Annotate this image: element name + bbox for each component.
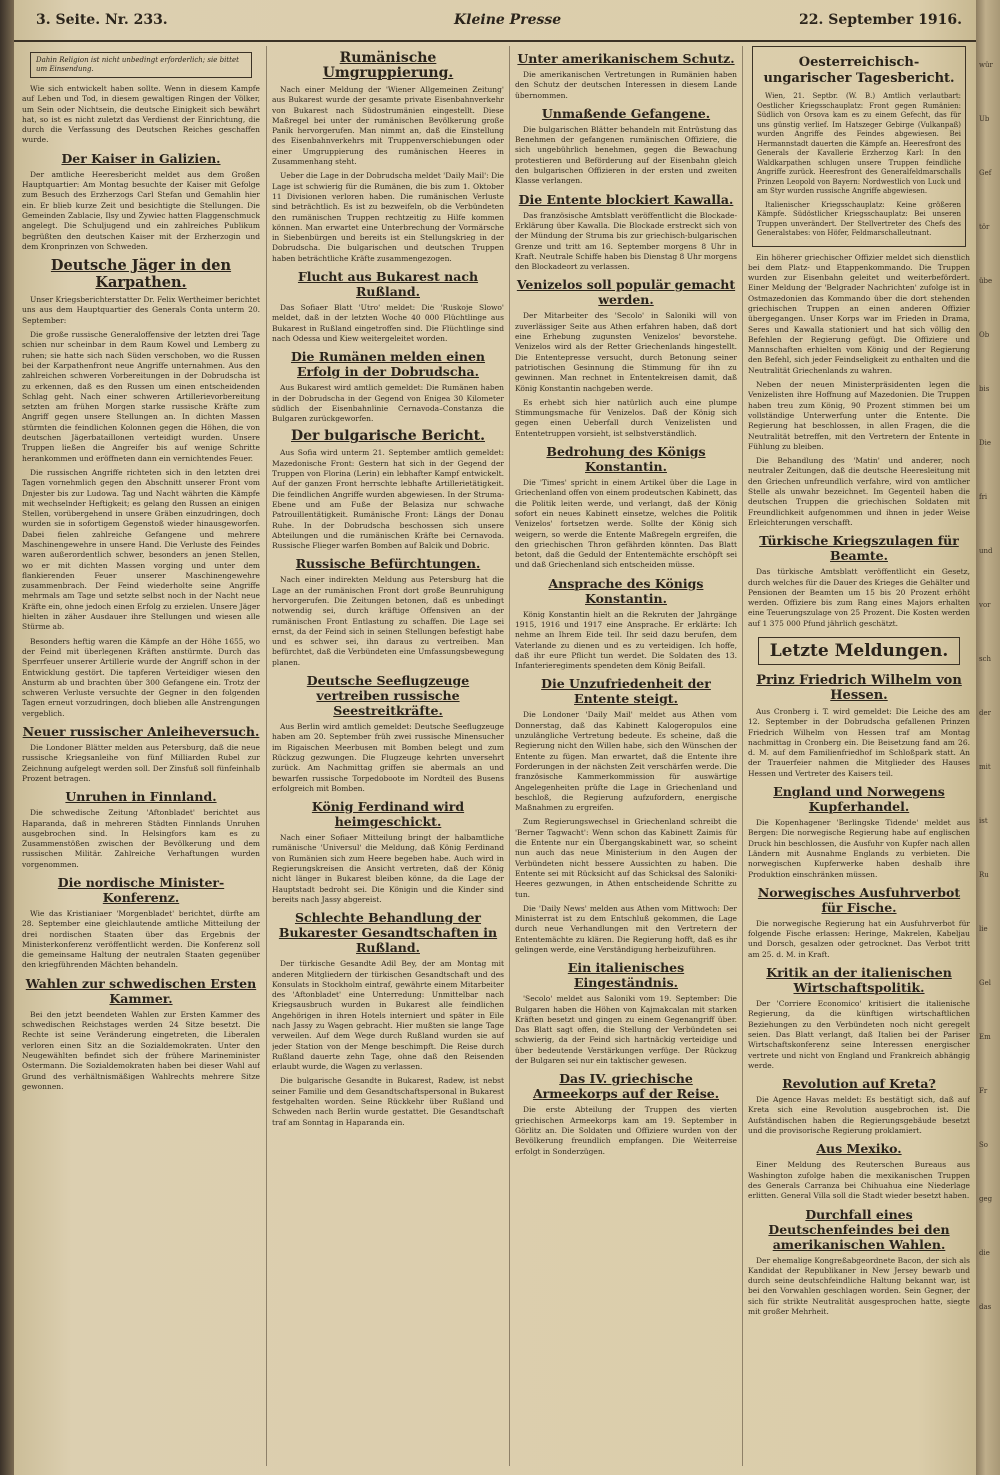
article-text: Aus Cronberg i. T. wird gemeldet: Die Leiche des am 12. September in der Dobrudscha gefallenen Prinzen Friedrich Wilhelm von Hessen traf am Montag nachmittag in Cronberg ein. Die Beisetzung fand am 26. d. M. auf dem Familienfriedhof im Schloßpark statt. An der Trauerfeier nahmen die Mitglieder des Hauses Hessen und Vertreter des Kaisers teil. xyxy=(748,707,970,778)
headline: Neuer russischer Anleiheversuch. xyxy=(22,724,260,740)
latest-news-header: Letzte Meldungen. xyxy=(758,637,960,665)
edge-fragment: geg xyxy=(979,1195,993,1203)
edge-fragment: lie xyxy=(979,925,988,933)
headline: Ansprache des Königs Konstantin. xyxy=(548,575,704,606)
headline: Prinz Friedrich Wilhelm von Hessen. xyxy=(756,673,962,703)
article-text: Besonders heftig waren die Kämpfe an der Höhe 1655, wo der Feind mit überlegenen Kräften anstürmte. Durch das Sperrfeuer unserer Artillerie wurde der Angriff schon in der Entwicklung gestört. Die tapferen Verteidiger wiesen den Ansturm ab und brachten über 300 Gefangene ein. Trotz der schweren Verluste versuchte der Gegner in den folgenden Tagen erneut vorzudringen, doch blieben alle Anstrengungen vergeblich. xyxy=(22,636,260,718)
article-text: Wien, 21. Septbr. (W. B.) Amtlich verlautbart: Oestlicher Kriegsschauplatz: Front gegen Rumänien: Südlich von Orsova kam es zu einem Gefecht, das für uns günstig verlief. Im Hatszeger Gebirge (Vulkanpaß) wurden Angriffe des Feindes abgewiesen. Bei Hermannstadt dauerten die Kämpfe an. Heeresfront des Generals der Kavallerie Erzherzog Karl: In den Waldkarpathen schlugen unsere Truppen feindliche Angriffe zurück. Heeresfront des Generalfeldmarschalls Prinzen Leopold von Bayern: Nordwestlich von Luck und am Styr wurden russische Angriffe abgewiesen. xyxy=(757,92,961,195)
article-text: Nach einer Meldung der 'Wiener Allgemeinen Zeitung' aus Bukarest wurde der gesamte private Eisenbahnverkehr von Bukarest nach Südostrumänien eingestellt. Diese Maßregel bei unter der rumänischen Bevölkerung große Panik hervorgerufen. Man nimmt an, daß die Einstellung des Eisenbahnverkehrs mit Truppenverschiebungen oder einer Umgruppierung des rumänischen Heeres in Zusammenhang steht. xyxy=(272,85,504,167)
article-text: Die 'Times' spricht in einem Artikel über die Lage in Griechenland offen von einem prodeutschen Kabinett, das die Politik leiten werde, und verlangt, daß der König sofort ein neues Kabinett einsetze, welches die Politik Venizelos' fortsetzen werde. Sollte der König sich weigern, so werde die Entente Maßregeln ergreifen, die den griechischen Thron gefährden könnten. Das Blatt betont, daß die Geduld der Ententemächte erschöpft sei und daß Griechenland sich entscheiden müsse. xyxy=(515,478,737,570)
column-2 xyxy=(272,46,504,1466)
edge-fragment: und xyxy=(979,547,993,555)
edge-fragment: sch xyxy=(979,655,992,663)
headline: Das IV. griechische Armeekorps auf der Reise. xyxy=(532,1071,720,1102)
page-number: 3. Seite. Nr. 233. xyxy=(36,12,168,28)
edge-fragment: Ru xyxy=(979,871,989,879)
headline: Kritik an der italienischen Wirtschaftspolitik. xyxy=(766,965,952,996)
headline: Die Unzufriedenheit der Entente steigt. xyxy=(541,676,711,707)
edge-fragment: Fr xyxy=(979,1087,988,1095)
article-text: Das französische Amtsblatt veröffentlicht die Blockade-Erklärung über Kawalla. Die Blockade erstreckt sich von der Mündung der Struma bis zur griechisch-bulgarischen Grenze und tritt am 16. September morgens 8 Uhr in Kraft. Neutrale Schiffe haben bis Dienstag 8 Uhr morgens den Blockadeort zu verlassen. xyxy=(515,210,737,272)
headline: Deutsche Seeflugzeuge vertreiben russische Seestreitkräfte. xyxy=(306,673,470,719)
headline: Russische Befürchtungen. xyxy=(295,556,481,572)
article-text: Das Sofiaer Blatt 'Utro' meldet: Die 'Ruskoje Slowo' meldet, daß in der letzten Woche 40 000 Flüchtlinge aus Bukarest in Rußland eingetroffen sind. Die Flüchtlinge sind nach Odessa und Kiew weitergeleitet worden. xyxy=(272,303,504,343)
headline: Die nordische Minister-Konferenz. xyxy=(57,875,225,905)
headline: Unruhen in Finnland. xyxy=(65,789,217,805)
edge-fragment: übe xyxy=(979,277,993,285)
article-text: König Konstantin hielt an die Rekruten der Jahrgänge 1915, 1916 und 1917 eine Ansprache. Er erklärte: Ich nehme an Ihrem Eide teil. Ihr seid dazu berufen, dem Vaterlande zu dienen und es zu verteidigen. Ich hoffe, daß ihr eure Pflicht tun werdet. Die Soldaten des 13. Infanterieregiments spendeten dem König Beifall. xyxy=(515,609,737,671)
article-text: Der amtliche Heeresbericht meldet aus dem Großen Hauptquartier: Am Montag besuchte der Kaiser mit Gefolge zum Besuch des Erzherzogs Carl Stefan und Gemahlin hier ein. Er blieb kurze Zeit und besichtigte die Stellungen. Die Gemeinden Zablacie, Ilsy und Zywiec hatten Flaggenschmuck angelegt. Die Schuljugend und ein zahlreiches Publikum begrüßten den deutschen Kaiser mit der Erzherzogin und dem Kronprinzen von Schweden. xyxy=(22,169,260,251)
article-text: Aus Berlin wird amtlich gemeldet: Deutsche Seeflugzeuge haben am 20. September früh zwei russische Minensucher im Rigaischen Meerbusen mit Bomben belegt und zum Rückzug gezwungen. Die Flugzeuge kehrten unversehrt zurück. Am Nachmittag griffen sie abermals an und bewarfen russische Torpedoboote im Nordteil des Busens erfolgreich mit Bomben. xyxy=(272,722,504,793)
headline: Unter amerikanischem Schutz. xyxy=(517,51,735,66)
headline: Der Kaiser in Galizien. xyxy=(61,150,221,166)
article-text: Die bulgarische Gesandte in Bukarest, Radew, ist nebst seiner Familie und dem Gesandtschaftspersonal in Bukarest festgehalten worden. Seine Rückkehr über Rußland und Schweden nach Berlin wurde gestattet. Die Gesandtschaft traf am Sonntag in Haparanda ein. xyxy=(272,1076,504,1127)
article-text: Unser Kriegsberichterstatter Dr. Felix Wertheimer berichtet uns aus dem Hauptquartier des Generals Conta unterm 20. September: xyxy=(22,295,260,325)
article-text: Der türkische Gesandte Adil Bey, der am Montag mit anderen Mitgliedern der türkischen Gesandtschaft und des Konsulats in Stockholm eintraf, gewährte einem Mitarbeiter des 'Aftonbladet' eine Unterredung: Unmittelbar nach Kriegsausbruch wurden in Bukarest alle feindlichen Angehörigen in ihren Hotels interniert und später in Eile nach Jassy zu Wagen gebracht. Hier mußten sie lange Tage verweilen. Auf dem Wege durch Rußland wurden sie auf jeder Station von der Menge beschimpft. Die Reise durch Rußland dauerte zehn Tage, ohne daß den Reisenden erlaubt wurde, die Wagen zu verlassen. xyxy=(272,959,504,1072)
edge-fragment: So xyxy=(979,1141,989,1149)
headline: Schlechte Behandlung der Bukarester Gesandtschaften in Rußland. xyxy=(278,910,498,956)
headline: Wahlen zur schwedischen Ersten Kammer. xyxy=(25,975,257,1006)
edge-fragment: Ob xyxy=(979,331,990,339)
column-rule xyxy=(266,46,267,1466)
article-text: Neben der neuen Ministerpräsidenten legen die Venizelisten ihre Hoffnung auf Mazedonien. Die Truppen haben treu zum König, 90 Prozent stimmen bei um vollständige Unterwerfung unter die Entente. Die Regierung hat beschlossen, in allen Fragen, die die Neutralität betreffen, mit den Vertretern der Entente in Fühlung zu bleiben. xyxy=(748,380,970,451)
editorial-notice: Dahin Religion ist nicht unbedingt erforderlich; sie bittet um Einsendung. xyxy=(30,52,252,78)
article-text: Ueber die Lage in der Dobrudscha meldet 'Daily Mail': Die Lage ist schwierig für die Rumänen, die bis zum 1. Oktober 11 Divisionen verloren haben. Die rumänischen Verluste sind beträchtlich. Es ist zu bezweifeln, ob die Verbündeten den rumänischen Truppen rechtzeitig zu Hilfe kommen können. Man erwartet eine Unterbrechung der Vormärsche in Siebenbürgen und bereits ist ein Stellungskrieg in der Dobrudscha. Die bulgarischen und deutschen Truppen haben beträchtliche Kräfte zusammengezogen. xyxy=(272,171,504,263)
article-text: Aus Sofia wird unterm 21. September amtlich gemeldet: Mazedonische Front: Gestern hat sich in der Gegend der Truppen von Florina (Lerin) ein lebhafter Kampf entwickelt. Auf der ganzen Front herrschte lebhafte Artillerietätigkeit. Die feindlichen Angriffe wurden abgewiesen. In der Struma-Ebene und am Fuße der Belasiza nur schwache Patrouillentätigkeit. Rumänische Front: Längs der Donau Ruhe. In der Dobrudscha beschossen sich unsere Abteilungen und die rumänischen Kräfte bei Cernavoda. Russische Flieger warfen Bomben auf Balcik und Dobric. xyxy=(272,448,504,551)
edge-fragment: fri xyxy=(979,493,988,501)
headline: Aus Mexiko. xyxy=(816,1141,902,1157)
headline: Türkische Kriegszulagen für Beamte. xyxy=(759,533,959,564)
article-text: Aus Bukarest wird amtlich gemeldet: Die Rumänen haben in der Dobrudscha in der Gegend von Enigea 30 Kilometer südlich der Eisenbahnlinie Cernavoda–Constanza die Bulgaren zurückgeworfen. xyxy=(272,383,504,424)
headline: Bedrohung des Königs Konstantin. xyxy=(546,444,706,475)
column-rule xyxy=(742,46,743,1466)
article-text: Der Mitarbeiter des 'Secolo' in Saloniki will von zuverlässiger Seite aus Athen erfahren haben, daß dort eine Erhebung zugunsten Venizelos' bevorstehe. Venizelos wird als der Retter Griechenlands hingestellt. Die Ententepresse versucht, durch Betonung seiner patriotischen Gesinnung die Stimmung für ihn zu gewinnen. Man rechnet in Ententekreisen damit, daß König Konstantin nachgeben werde. xyxy=(515,311,737,393)
left-page-edge xyxy=(0,0,14,1475)
edge-fragment: Gef xyxy=(979,169,992,177)
article-text: Der 'Corriere Economico' kritisiert die italienische Regierung, da die künftigen wirtschaftlichen Beziehungen zu den Verbündeten noch nicht geregelt seien. Das Blatt verlangt, daß Italien bei der Pariser Wirtschaftskonferenz seine Interessen energischer vertrete und nicht von England und Frankreich abhängig werde. xyxy=(748,999,970,1070)
article-text: Italienischer Kriegsschauplatz: Keine größeren Kämpfe. Südöstlicher Kriegsschauplatz: Bei unseren Truppen unverändert. Der Stellvertreter des Chefs des Generalstabes: von Höfer, Feldmarschalleutnant. xyxy=(757,200,961,237)
headline: Norwegisches Ausfuhrverbot für Fische. xyxy=(757,884,961,915)
headline: Unmaßende Gefangene. xyxy=(541,105,711,121)
column-rule xyxy=(509,46,510,1466)
article-text: Wie das Kristianiaer 'Morgenbladet' berichtet, dürfte am 28. September eine gleichlautende amtliche Mitteilung der drei nordischen Staaten über das Ergebnis der Ministerkonferenz veröffentlicht werden. Die Konferenz soll die gemeinsame Haltung der neutralen Staaten gegenüber den kriegführenden Mächten behandeln. xyxy=(22,909,260,970)
article-text: Bei den jetzt beendeten Wahlen zur Ersten Kammer des schwedischen Reichstages werden 24 Sitze besetzt. Die Rechte ist seine Veränderung eingetreten, die Liberalen verloren einen Sitz an die Sozialdemokraten. Unter den Neugewählten befindet sich der frühere Marineminister Ostermann. Die Sozialdemokraten haben bei dieser Wahl auf Grund des verhältnismäßigen Wahlrechts mehrere Sitze gewonnen. xyxy=(22,1009,260,1091)
edge-fragment: wür xyxy=(979,61,993,69)
headline: Oesterreichisch-ungarischer Tagesbericht. xyxy=(763,55,955,86)
headline: Die Entente blockiert Kawalla. xyxy=(518,191,734,207)
column-1 xyxy=(22,46,260,1466)
article-text: Die bulgarischen Blätter behandeln mit Entrüstung das Benehmen der gefangenen rumänischen Offiziere, die sich ungebührlich benehmen, gegen die Bewachung protestieren und Beförderung auf der Eisenbahn gleich den bulgarischen Offizieren in der ersten und zweiten Klasse verlangen. xyxy=(515,124,737,186)
article-text: Nach einer indirekten Meldung aus Petersburg hat die Lage an der rumänischen Front dort große Beunruhigung hervorgerufen. Die Zeitungen betonen, daß es unbedingt notwendig sei, durch kräftige Offensiven an der rumänischen Front Entlastung zu schaffen. Die Lage sei ernst, da der Feind sich in seinen Stellungen befestigt habe und es schwer sei, ihn daraus zu vertreiben. Man befürchtet, daß die Verbündeten eine Umfassungsbewegung planen. xyxy=(272,575,504,667)
article-text: 'Secolo' meldet aus Saloniki vom 19. September: Die Bulgaren haben die Höhen von Kajmakcalan mit starken Kräften besetzt und gingen zu einem Gegenangriff über. Das Blatt sagt offen, die Stellung der Verbündeten sei schwierig, da der Feind sich hartnäckig verteidige und über bedeutende Verstärkungen verfüge. Der Rückzug der Bulgaren sei nur ein taktischer gewesen. xyxy=(515,994,737,1066)
edge-fragment: Die xyxy=(979,439,991,447)
newspaper-title: Kleine Presse xyxy=(454,12,562,28)
issue-date: 22. September 1916. xyxy=(798,12,962,28)
article-text: Die große russische Generaloffensive der letzten drei Tage schien nur scheinbar in dem Raum Kowel und Lemberg zu ruhen; sie hatte sich nach Süden verschoben, wo die Russen bei der Karpathenfront neue Angriffe unternahmen. Aus den zahlreichen schweren Vorbereitungen in der Dobrudscha ist zu erkennen, daß es den Russen um einen entscheidenden Schlag geht. Nach einer schweren Artillerievorbereitung setzten am frühen Morgen starke russische Kräfte zum Angriff gegen unsere Stellungen an. In dichten Massen stürmten die feindlichen Kolonnen gegen die Höhen, die von deutschen Jägerbataillonen verteidigt wurden. Unsere Truppen ließen die Angreifer bis auf wenige Schritte herankommen und eröffneten dann ein vernichtendes Feuer. xyxy=(22,330,260,463)
headline: Revolution auf Kreta? xyxy=(782,1076,936,1092)
article-text: Ein höherer griechischer Offizier meldet sich dienstlich bei dem Platz- und Etappenkommando. Die Truppen wurden zur Eisenbahn geleitet und weiterbefördert. Einer Meldung der 'Belgrader Nachrichten' zufolge ist in Ostmazedonien das Kommando über die dort stehenden griechischen Truppen an einen anderen Offizier übergegangen. Unser Korps war im Frieden in Drama, Seres und Kawalla stationiert und hat sich völlig den Befehlen der Regierung gefügt. Die Offiziere und Mannschaften erhielten vom König und der Regierung den Befehl, sich jeder Feindseligkeit zu enthalten und die Neutralität Griechenlands zu wahren. xyxy=(748,252,970,375)
next-page-edge xyxy=(976,0,1000,1475)
article-text: Die Londoner Blätter melden aus Petersburg, daß die neue russische Kriegsanleihe von fünf Milliarden Rubel zur Zeichnung aufgelegt werden soll. Der Zinsfuß soll fünfeinhalb Prozent betragen. xyxy=(22,743,260,783)
headline: Die Rumänen melden einen Erfolg in der Dobrudscha. xyxy=(290,349,486,380)
article-text: Der ehemalige Kongreßabgeordnete Bacon, der sich als Kandidat der Republikaner in New Jersey bewarb und durch seine deutschfeindliche Haltung bekannt war, ist bei den Vorwahlen geschlagen worden. Sein Gegner, der sich für strikte Neutralität ausgesprochen hatte, siegte mit großer Mehrheit. xyxy=(748,1255,970,1316)
headline: England und Norwegens Kupferhandel. xyxy=(773,784,945,815)
article-text: Einer Meldung des Reuterschen Bureaus aus Washington zufolge haben die mexikanischen Truppen des Generals Carranza bei Chihuahua eine Niederlage erlitten. General Villa soll die Stadt wieder besetzt haben. xyxy=(748,1160,970,1201)
article-text: Zum Regierungswechsel in Griechenland schreibt die 'Berner Tagwacht': Wenn schon das Kabinett Zaimis für die Entente nur ein Übergangskabinett war, so scheint nun auch das neue Ministerium in den Augen der Verbündeten nicht bessere Aussichten zu haben. Die Entente sei mit Rücksicht auf das Schicksal des Saloniki-Heeres gezwungen, in Athen entscheidende Schritte zu tun. xyxy=(515,817,737,899)
edge-fragment: Gel xyxy=(979,979,991,987)
headline: Flucht aus Bukarest nach Rußland. xyxy=(297,269,479,300)
article-text: Das türkische Amtsblatt veröffentlicht ein Gesetz, durch welches für die Dauer des Krieges die Gehälter und Pensionen der Beamten um 15 bis 20 Prozent erhöht werden. Offiziere bis zum Rang eines Majors erhalten eine Teuerungszulage von 25 Prozent. Die Kosten werden auf 1 375 000 Pfund jährlich geschätzt. xyxy=(748,567,970,628)
austro-hungarian-report-box xyxy=(752,46,966,247)
newspaper-page xyxy=(14,0,976,1475)
article-text: Nach einer Sofiaer Mitteilung bringt der halbamtliche rumänische 'Universul' die Meldung, daß König Ferdinand von Rumänien sich zum Heere begeben habe. Auch wird in Regierungskreisen die Ansicht vertreten, daß der König nicht länger in Bukarest bleiben könne, da die Lage der Hauptstadt bedroht sei. Die Königin und die Kinder sind bereits nach Jassy abgereist. xyxy=(272,833,504,904)
article-text: Die Agence Havas meldet: Es bestätigt sich, daß auf Kreta sich eine Revolution ausgebrochen ist. Die Aufständischen haben die Regierungsgebäude besetzt und die provisorische Regierung proklamiert. xyxy=(748,1095,970,1136)
article-text: Die schwedische Zeitung 'Aftonbladet' berichtet aus Haparanda, daß in mehreren Städten Finnlands Unruhen ausgebrochen sind. In Helsingfors kam es zu Zusammenstößen zwischen der Bevölkerung und dem russischen Militär. Zahlreiche Verhaftungen wurden vorgenommen. xyxy=(22,808,260,869)
article-text: Die Behandlung des 'Matin' und anderer, noch neutraler Zeitungen, daß die deutsche Heeresleitung mit den Griechen unfreundlich verfahre, wird von amtlicher Stelle als unwahr bezeichnet. Im Gegenteil haben die deutschen Truppen die griechischen Soldaten mit Freundlichkeit aufgenommen und ihnen in jeder Weise Erleichterungen verschafft. xyxy=(748,456,970,527)
article-text: Wie sich entwickelt haben sollte. Wenn in diesem Kampfe auf Leben und Tod, in diesem gewaltigen Ringen der Völker, um Sein oder Nichtsein, die deutsche Einigkeit sich bewährt hat, so ist es nicht zuletzt das Verdienst der Einrichtung, die durch die Verfassung des Deutschen Reiches geschaffen wurde. xyxy=(22,84,260,145)
article-text: Die erste Abteilung der Truppen des vierten griechischen Armeekorps kam am 19. September in Görlitz an. Die Soldaten und Offiziere wurden von der Bevölkerung freundlich empfangen. Die Weiterreise erfolgt in Sonderzügen. xyxy=(515,1105,737,1156)
article-text: Die russischen Angriffe richteten sich in den letzten drei Tagen vornehmlich gegen den Abschnitt unserer Front vom Dnjester bis zur Ludowa. Tag und Nacht währten die Kämpfe mit wechselnder Heftigkeit; es gelang den Russen an einigen Stellen, vorübergehend in unsere Gräben einzudringen, doch wurden sie in sofortigem Gegenstoß wieder hinausgeworfen. Dabei fielen zahlreiche Gefangene und mehrere Maschinengewehre in unsere Hand. Die Verluste des Feindes waren außerordentlich schwer, besonders an jenen Stellen, wo er mit dichten Massen vorging und unter dem flankierenden Feuer unserer Maschinengewehre zusammenbrach. Der Feind wiederholte seine Angriffe mehrmals am Tage und setzte selbst noch in der Nacht neue Kräfte ein, ohne jedoch einen Erfolg zu erzielen. Unsere Jäger hielten in zäher Ausdauer ihre Stellungen und wiesen alle Stürme ab. xyxy=(22,467,260,632)
edge-fragment: bis xyxy=(979,385,990,393)
edge-fragment: der xyxy=(979,709,991,717)
column-4 xyxy=(748,46,970,1466)
headline: Rumänische Umgruppierung. xyxy=(322,50,454,81)
headline: Deutsche Jäger in den Karpathen. xyxy=(50,257,232,292)
article-text: Die Kopenhagener 'Berlingske Tidende' meldet aus Bergen: Die norwegische Regierung habe auf englischen Druck hin beschlossen, die Ausfuhr von Kupfer nach allen Ländern mit Ausnahme Englands zu verbieten. Die norwegischen Kupferwerke haben deshalb ihre Produktion einschränken müssen. xyxy=(748,818,970,879)
article-text: Die norwegische Regierung hat ein Ausfuhrverbot für folgende Fische erlassen: Heringe, Makrelen, Kabeljau und Dorsch, gesalzen oder getrocknet. Das Verbot tritt am 25. d. M. in Kraft. xyxy=(748,918,970,959)
headline: König Ferdinand wird heimgeschickt. xyxy=(311,799,465,830)
edge-fragment: Em xyxy=(979,1033,991,1041)
article-text: Die amerikanischen Vertretungen in Rumänien haben den Schutz der deutschen Interessen in diesem Lande übernommen. xyxy=(515,70,737,100)
article-text: Die 'Daily News' melden aus Athen vom Mittwoch: Der Ministerrat ist zu dem Entschluß gekommen, die Lage durch neue Verhandlungen mit den Vertretern der Ententemächte zu klären. Die Regierung hofft, daß es ihr gelingen werde, eine Verständigung herbeizuführen. xyxy=(515,903,737,954)
edge-fragment: ist xyxy=(979,817,988,825)
article-text: Die Londoner 'Daily Mail' meldet aus Athen vom Donnerstag, daß das Kabinett Kalogeropulos eine unzulängliche Vertretung bedeute. Es scheine, daß die Regierung nicht den Willen habe, sich den Wünschen der Entente zu fügen. Man erwartet, daß die Entente ihre Forderungen in der nächsten Zeit verschärfen werde. Die französische Kammerkommission für auswärtige Angelegenheiten prüfte die Lage in Griechenland und beschloß, die Regierung aufzufordern, energische Maßnahmen zu ergreifen. xyxy=(515,710,737,813)
edge-fragment: tör xyxy=(979,223,990,231)
headline: Venizelos soll populär gemacht werden. xyxy=(516,277,736,308)
edge-fragment: die xyxy=(979,1249,990,1257)
headline: Der bulgarische Bericht. xyxy=(291,428,485,445)
headline: Durchfall eines Deutschenfeindes bei den amerikanischen Wahlen. xyxy=(768,1206,950,1252)
column-3 xyxy=(515,46,737,1466)
edge-fragment: mit xyxy=(979,763,991,771)
masthead xyxy=(14,0,976,42)
edge-fragment: Ub xyxy=(979,115,990,123)
headline: Ein italienisches Eingeständnis. xyxy=(567,960,685,991)
next-page-fragments xyxy=(976,0,1000,1312)
edge-fragment: das xyxy=(979,1303,992,1311)
edge-fragment: vor xyxy=(979,601,991,609)
article-text: Es erhebt sich hier natürlich auch eine plumpe Stimmungsmache für Venizelos. Daß der König sich gegen einen Ueberfall durch Venizelisten und Ententetruppen vorsieht, ist selbstverständlich. xyxy=(515,397,737,438)
